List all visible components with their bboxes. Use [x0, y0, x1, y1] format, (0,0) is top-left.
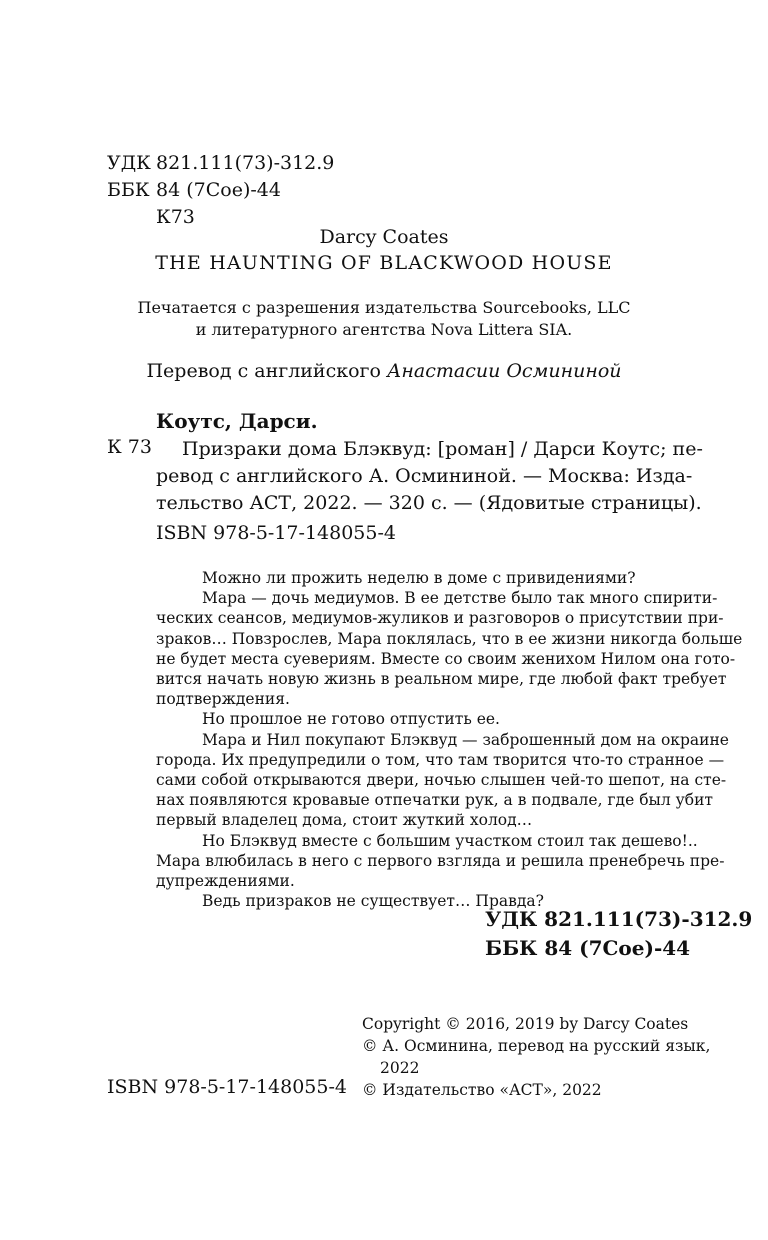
original-title: THE HAUNTING OF BLACKWOOD HOUSE [155, 252, 613, 274]
permission-line-1: Печатается с разрешения издательства Sourcebooks, LLC [137, 298, 631, 317]
copyright-block [362, 1013, 710, 1101]
annotation-line: зраков… Повзрослев, Мара поклялась, что в ее жизни никогда больше [156, 629, 743, 648]
author-mark: К73 [156, 206, 195, 228]
bbk-value: 84 (7Сое)-44 [156, 179, 281, 201]
copyright-line-3: © Издательство «АСТ», 2022 [362, 1081, 602, 1099]
original-author: Darcy Coates [319, 226, 449, 248]
annotation-line: Но Блэквуд вместе с большим участком стоил так дешево!.. [202, 831, 698, 850]
bbk-label: ББК [107, 179, 150, 201]
record-body [156, 436, 703, 517]
annotation-line: Мара и Нил покупают Блэквуд — заброшенный дом на окраине [202, 730, 729, 749]
record-index: К 73 [107, 436, 152, 458]
copyright-line-2: © А. Осминина, перевод на русский язык, [362, 1037, 711, 1055]
copyright-line-2-year: 2022 [380, 1059, 420, 1077]
translator-name: Анастасии Осмининой [386, 360, 622, 382]
annotation-line: Мара влюбилась в него с первого взгляда и решила пренебречь пре- [156, 851, 725, 870]
annotation-line: ческих сеансов, медиумов-жуликов и разговоров о присутствии при- [156, 609, 724, 628]
record-heading: Коутс, Дарси. [156, 409, 318, 433]
annotation-line: Ведь призраков не существует… Правда? [202, 892, 544, 911]
annotation [156, 568, 743, 911]
record-line: тельство АСТ, 2022. — 320 с. — (Ядовитые страницы). [156, 492, 702, 514]
annotation-line: города. Их предупредили о том, что там творится что-то странное — [156, 750, 725, 769]
annotation-line: нах появляются кровавые отпечатки рук, а в подвале, где был убит [156, 791, 713, 810]
annotation-line: вится начать новую жизнь в реальном мире, где любой факт требует [156, 670, 727, 689]
annotation-line: Но прошлое не готово отпустить ее. [202, 710, 500, 729]
translation-credit [0, 360, 768, 382]
record-line: ревод с английского А. Осмининой. — Москва: Изда- [156, 465, 693, 487]
annotation-line: Мара — дочь медиумов. В ее детстве было так много спирити- [202, 589, 718, 608]
translation-prefix: Перевод с английского [146, 360, 387, 382]
isbn-record: ISBN 978-5-17-148055-4 [156, 522, 396, 544]
copyright-line-1: Copyright © 2016, 2019 by Darcy Coates [362, 1015, 689, 1033]
isbn-bottom: ISBN 978-5-17-148055-4 [107, 1076, 347, 1098]
udk-value: 821.111(73)-312.9 [156, 152, 335, 174]
annotation-line: не будет места суевериям. Вместе со своим женихом Нилом она гото- [156, 649, 736, 668]
udk-label: УДК [107, 152, 151, 174]
annotation-line: дупреждениями. [156, 872, 295, 891]
bbk-bottom: ББК 84 (7Сое)-44 [485, 936, 691, 960]
annotation-line: сами собой открываются двери, ночью слышен чей-то шепот, на сте- [156, 771, 727, 790]
permission-line-2: и литературного агентства Nova Littera SIA. [195, 320, 573, 339]
record-line: Призраки дома Блэквуд: [роман] / Дарси Коутс; пе- [182, 438, 703, 460]
udk-bottom: УДК 821.111(73)-312.9 [485, 907, 753, 931]
annotation-line: первый владелец дома, стоит жуткий холод… [156, 811, 533, 830]
annotation-line: Можно ли прожить неделю в доме с привидениями? [202, 569, 636, 587]
annotation-line: подтверждения. [156, 690, 290, 709]
